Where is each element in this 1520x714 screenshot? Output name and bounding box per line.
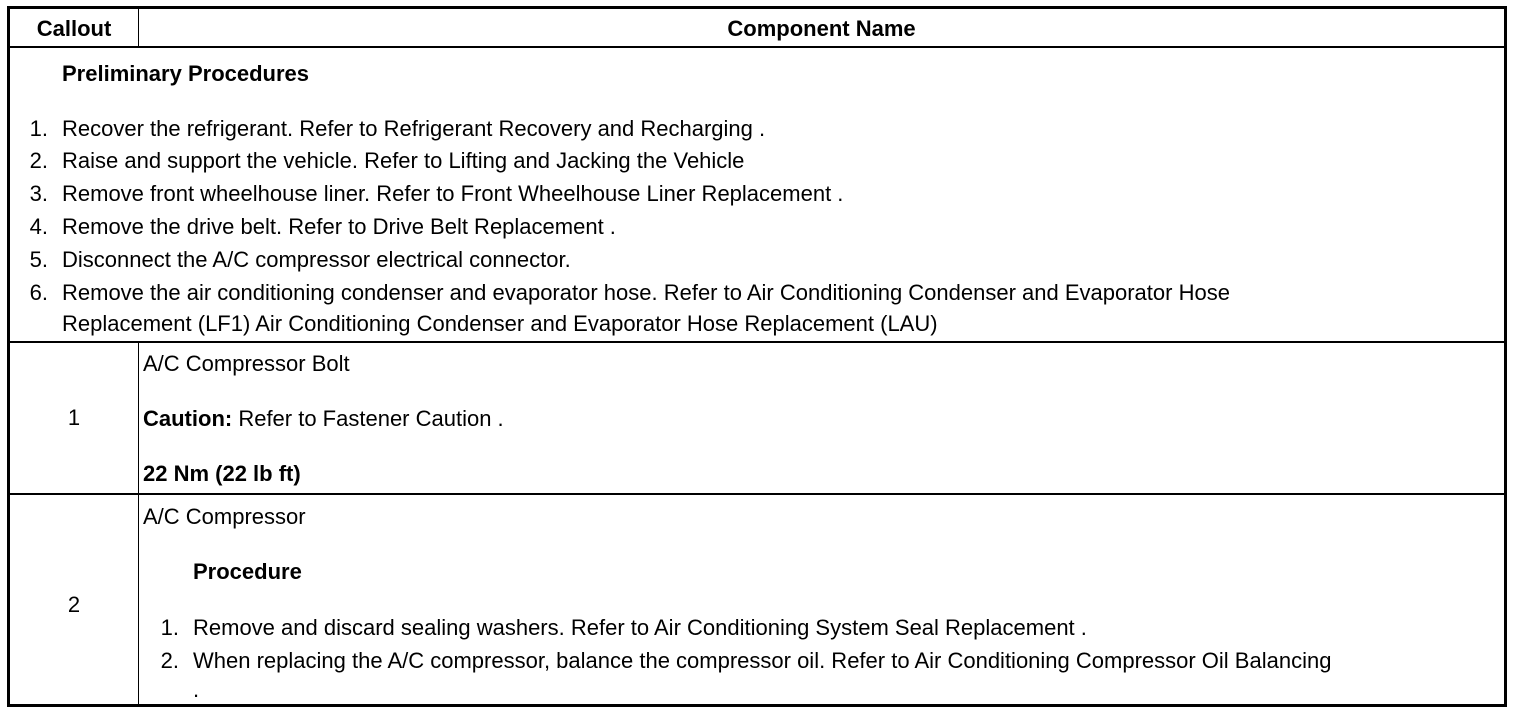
step-text: Recover the refrigerant. Refer to Refrigerant Recovery and Recharging .	[62, 116, 766, 141]
step-number: 5.	[29, 247, 48, 272]
step-text: Remove the drive belt. Refer to Drive Belt Replacement .	[62, 214, 616, 239]
component-cell	[139, 343, 1504, 493]
step-text: Remove the air conditioning condenser and evaporator hose. Refer to Air Conditioning Condenser and Evaporator Hose	[62, 280, 1230, 305]
callout-cell	[10, 343, 139, 493]
preliminary-procedures-title: Preliminary Procedures	[62, 61, 310, 86]
step-number: 6.	[29, 280, 48, 305]
component-name: A/C Compressor	[143, 504, 306, 529]
step-number: 2.	[160, 648, 179, 673]
component-table	[7, 6, 1507, 707]
component-name-header-cell	[139, 9, 1504, 46]
step-text: Remove front wheelhouse liner. Refer to Front Wheelhouse Liner Replacement .	[62, 181, 844, 206]
step-number: 1.	[160, 615, 179, 640]
step-number: 1.	[29, 116, 48, 141]
callout-number: 1	[67, 405, 81, 430]
component-name: A/C Compressor Bolt	[143, 351, 350, 376]
step-text-continued: .	[193, 677, 200, 702]
step-number: 4.	[29, 214, 48, 239]
callout-cell	[10, 495, 139, 704]
step-text: Remove and discard sealing washers. Refer to Air Conditioning System Seal Replacement .	[193, 615, 1087, 640]
table-row	[10, 495, 1504, 704]
step-text: When replacing the A/C compressor, balance the compressor oil. Refer to Air Conditioning Compressor Oil Balancing	[193, 648, 1332, 673]
caution-text: Refer to Fastener Caution .	[232, 406, 504, 431]
table-header-row	[10, 9, 1504, 48]
callout-number: 2	[67, 592, 81, 617]
step-text-continued: Replacement (LF1) Air Conditioning Condenser and Evaporator Hose Replacement (LAU)	[62, 311, 938, 336]
caution-label: Caution:	[143, 406, 233, 431]
caution-line	[143, 406, 504, 432]
preliminary-procedures-row	[10, 48, 1504, 343]
callout-header-cell	[10, 9, 139, 46]
step-text: Disconnect the A/C compressor electrical connector.	[62, 247, 571, 272]
step-number: 3.	[29, 181, 48, 206]
component-cell	[139, 495, 1504, 704]
step-text: Raise and support the vehicle. Refer to Lifting and Jacking the Vehicle	[62, 148, 745, 173]
step-number: 2.	[29, 148, 48, 173]
procedure-title: Procedure	[193, 559, 302, 584]
table-row	[10, 343, 1504, 495]
torque-spec: 22 Nm (22 lb ft)	[143, 461, 301, 486]
callout-header: Callout	[36, 16, 112, 41]
component-name-header: Component Name	[727, 16, 916, 41]
